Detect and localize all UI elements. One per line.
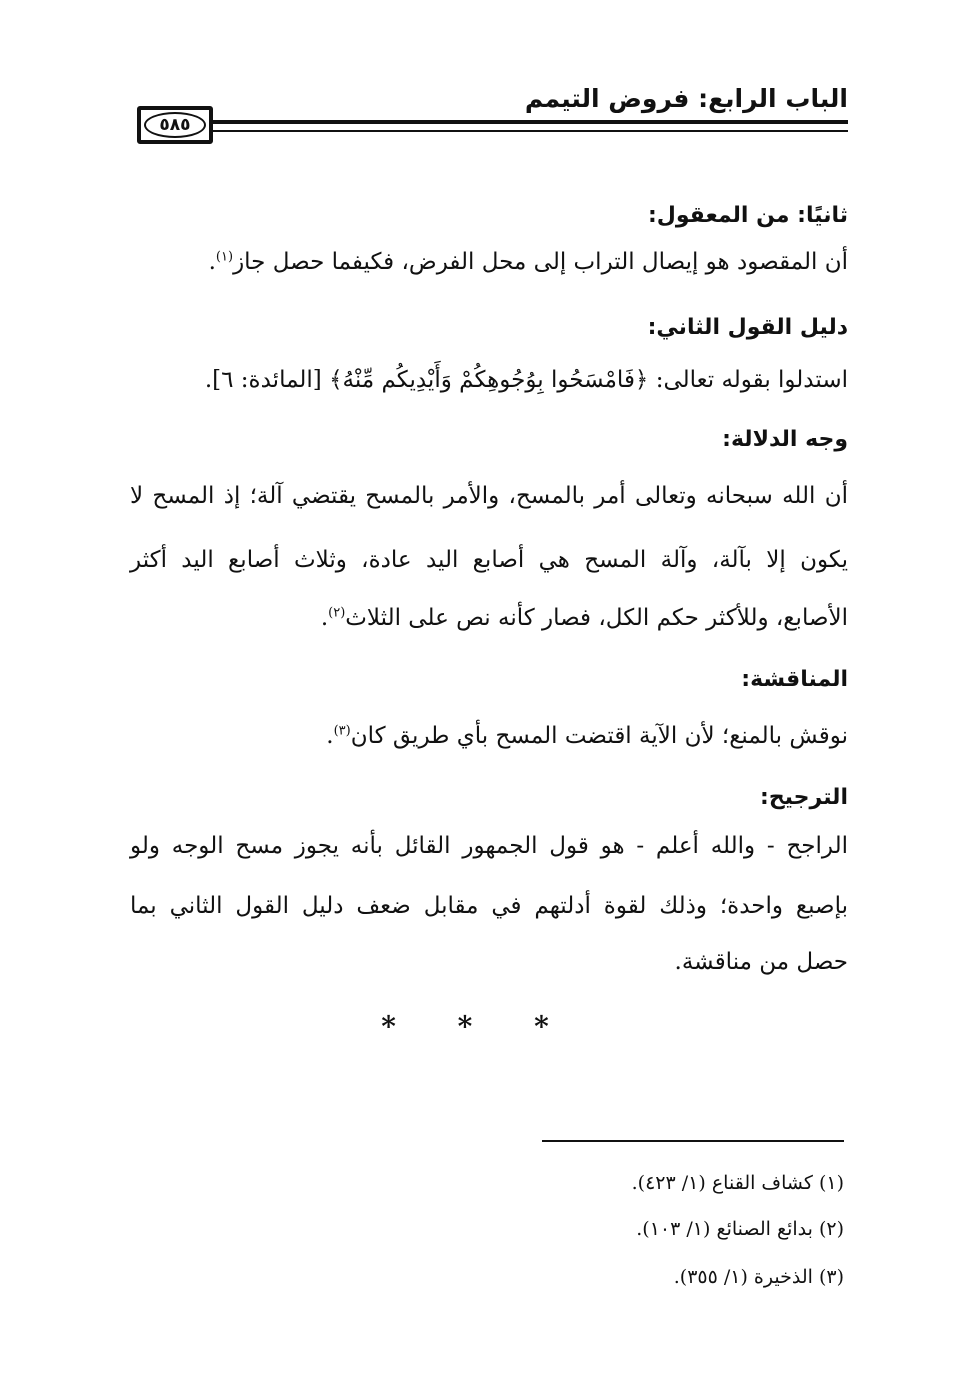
running-title: الباب الرابع: فروض التيمم (524, 84, 848, 113)
body-line (130, 942, 848, 982)
body-line (130, 716, 848, 756)
footnote (636, 1214, 844, 1244)
line-text: يكون إلا بآلة، وآلة المسح هي أصابع اليد عادة، وثلاث أصابع اليد أكثر (130, 547, 848, 573)
footnote-number: (١) (812, 1172, 844, 1194)
body-line (130, 886, 848, 926)
body-line (130, 598, 848, 638)
footnote-rule (542, 1140, 844, 1142)
line-text: استدلوا بقوله تعالى: ﴿فَامْسَحُوا بِوُجُوهِكُمْ وَأَيْدِيكُم مِّنْهُ﴾ [المائدة: ٦]. (204, 367, 848, 393)
line-text: أن الله سبحانه وتعالى أمر بالمسح، والأمر بالمسح يقتضي آلة؛ إذ المسح لا (130, 483, 848, 509)
line-text: وجه الدلالة: (722, 427, 848, 452)
line-end: . (208, 249, 216, 275)
body-line (130, 540, 848, 580)
footnote-number: (٢) (812, 1218, 844, 1240)
line-text: حصل من مناقشة. (674, 949, 848, 975)
section-separator: * * * (381, 1010, 575, 1043)
body-line (130, 242, 848, 282)
footnote-text: كشاف القناع (١/ ٤٢٣). (631, 1172, 813, 1194)
footnote-marker[interactable]: (١) (215, 249, 234, 265)
section-heading (130, 660, 848, 700)
page-number: ٥٨٥ (144, 112, 206, 138)
footnote-number: (٣) (812, 1266, 844, 1288)
footnote (632, 1168, 844, 1198)
line-text: الأصابع، وللأكثر حكم الكل، فصار كأنه نص على الثلاث (345, 605, 848, 631)
line-text: الراجح - والله أعلم - هو قول الجمهور القائل بأنه يجوز مسح الوجه ولو (130, 833, 848, 859)
footnote-marker[interactable]: (٣) (333, 723, 351, 739)
footnote (674, 1262, 844, 1292)
line-end: . (320, 605, 329, 631)
section-heading (130, 196, 848, 236)
body-line (130, 476, 848, 516)
page-number-frame (137, 106, 213, 144)
line-text: أن المقصود هو إيصال التراب إلى محل الفرض، فكيفما حصل جاز (233, 249, 848, 275)
footnote-text: الذخيرة (١/ ٣٥٥). (673, 1266, 813, 1288)
footnote-marker[interactable]: (٢) (328, 605, 346, 621)
section-heading (130, 778, 848, 818)
body-line (130, 826, 848, 866)
section-heading (130, 308, 848, 348)
line-text: الترجيح: (760, 785, 848, 810)
header-rule-thick (210, 120, 848, 124)
body-line (130, 360, 848, 400)
line-text: نوقش بالمنع؛ لأن الآية اقتضت المسح بأي طريق كان (350, 723, 848, 749)
section-heading (130, 420, 848, 460)
line-text: ثانيًا: من المعقول: (647, 203, 848, 228)
line-text: بإصبع واحدة؛ وذلك لقوة أدلتهم في مقابل ضعف دليل القول الثاني بما (130, 893, 848, 919)
footnote-text: بدائع الصنائع (١/ ١٠٣). (636, 1218, 813, 1240)
header-rule-thin (210, 130, 848, 132)
line-end: . (326, 723, 334, 749)
line-text: دليل القول الثاني: (647, 315, 848, 340)
line-text: المناقشة: (741, 667, 848, 692)
